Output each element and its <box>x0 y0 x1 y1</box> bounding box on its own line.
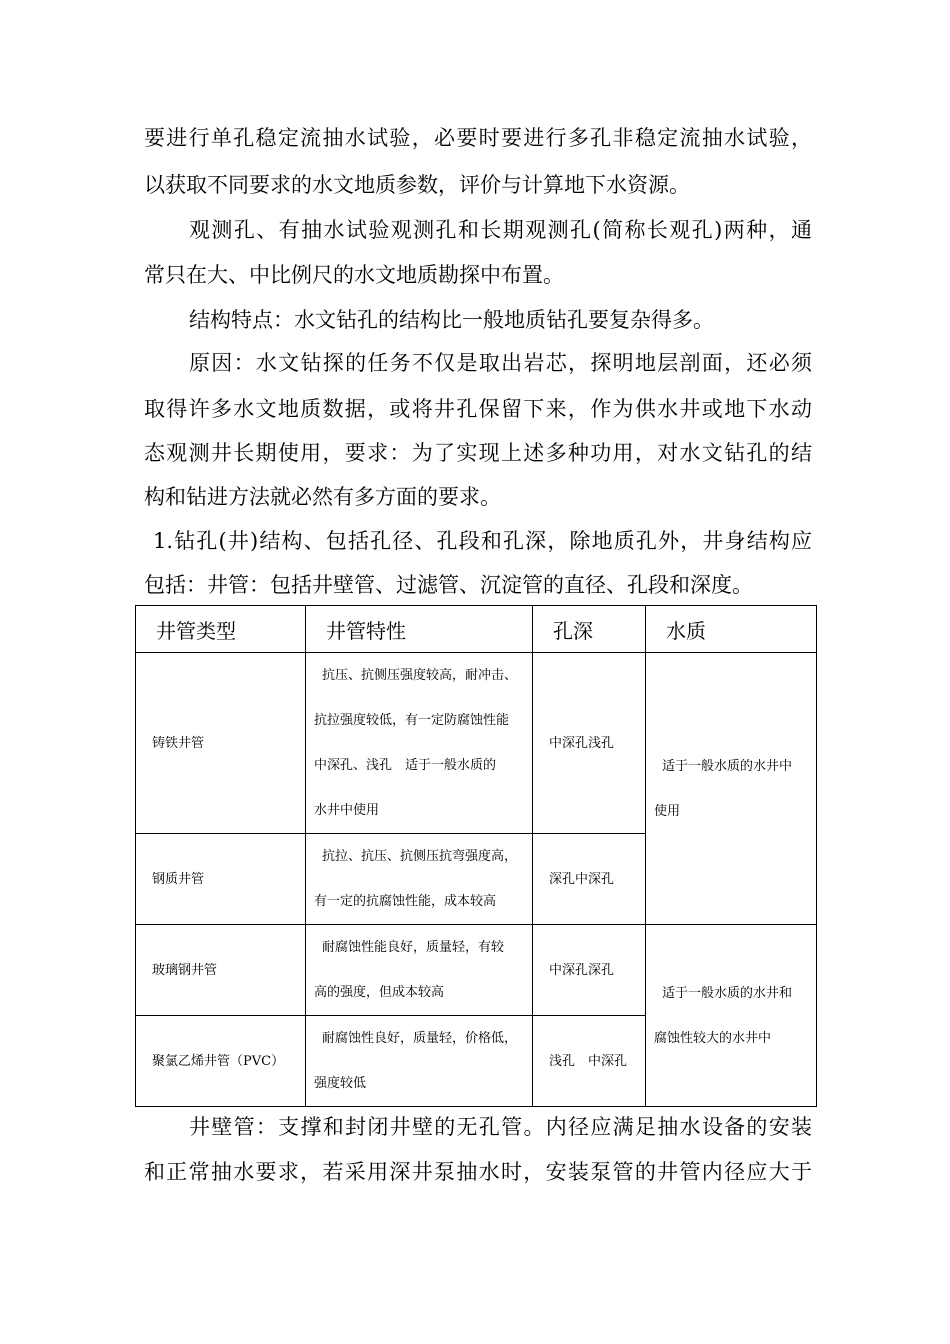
water-quality-cell <box>646 653 817 925</box>
feature-line: 抗压、抗侧压强度较高，耐冲击、 <box>322 668 518 683</box>
paragraph-line: 原因：水文钻探的任务不仅是取出岩芯，探明地层剖面，还必须 <box>189 351 812 375</box>
paragraph-line: 以获取不同要求的水文地质参数，评价与计算地下水资源。 <box>144 173 690 197</box>
water-line: 适于一般水质的水井中 <box>662 758 793 774</box>
pipe-type-cell: 聚氯乙烯井管（PVC） <box>136 1016 306 1107</box>
feature-line: 强度较低 <box>314 1076 367 1091</box>
header-depth: 孔深 <box>533 606 646 653</box>
paragraph-line: 结构特点：水文钻孔的结构比一般地质钻孔要复杂得多。 <box>189 308 714 332</box>
paragraph-line: 取得许多水文地质数据，或将井孔保留下来，作为供水井或地下水动 <box>144 397 812 421</box>
pipe-type-cell: 铸铁井管 <box>136 653 306 834</box>
depth-cell: 深孔中深孔 <box>533 834 646 925</box>
pipe-feature-cell <box>306 1016 533 1107</box>
paragraph-line: 态观测井长期使用，要求：为了实现上述多种功用，对水文钻孔的结 <box>144 441 812 465</box>
depth-cell: 中深孔浅孔 <box>533 653 646 834</box>
feature-line: 耐腐蚀性良好，质量轻，价格低， <box>322 1031 518 1046</box>
header-water-quality: 水质 <box>646 606 817 653</box>
table-row <box>136 925 817 1016</box>
header-pipe-type: 井管类型 <box>136 606 306 653</box>
paragraph-line: 构和钻进方法就必然有多方面的要求。 <box>144 485 501 509</box>
table-row <box>136 653 817 834</box>
paragraph-line: 井壁管：支撑和封闭井壁的无孔管。内径应满足抽水设备的安装 <box>189 1115 812 1139</box>
well-pipe-table <box>135 605 817 1107</box>
paragraph-line: 常只在大、中比例尺的水文地质勘探中布置。 <box>144 263 564 287</box>
paragraph-line: 和正常抽水要求，若采用深井泵抽水时，安装泵管的井管内径应大于 <box>144 1160 812 1184</box>
header-pipe-feature: 井管特性 <box>306 606 533 653</box>
water-quality-cell <box>646 925 817 1107</box>
feature-line: 抗拉强度较低，有一定防腐蚀性能 <box>314 713 510 728</box>
feature-line: 中深孔、浅孔 适于一般水质的 <box>314 758 497 773</box>
water-line: 使用 <box>654 803 681 819</box>
list-item-line: 1.钻孔(井)结构、包括孔径、孔段和孔深，除地质孔外，井身结构应 <box>153 529 812 553</box>
paragraph-line: 包括：井管：包括井壁管、过滤管、沉淀管的直径、孔段和深度。 <box>144 573 753 597</box>
feature-line: 耐腐蚀性能良好，质量轻，有较 <box>322 940 505 955</box>
water-line: 腐蚀性较大的水井中 <box>654 1030 772 1046</box>
depth-cell: 中深孔深孔 <box>533 925 646 1016</box>
paragraph-line: 观测孔、有抽水试验观测孔和长期观测孔(简称长观孔)两种，通 <box>189 218 812 242</box>
pipe-feature-cell <box>306 653 533 834</box>
pipe-feature-cell <box>306 834 533 925</box>
feature-line: 水井中使用 <box>314 803 380 818</box>
table-header-row <box>136 606 817 653</box>
pipe-feature-cell <box>306 925 533 1016</box>
feature-line: 有一定的抗腐蚀性能，成本较高 <box>314 894 497 909</box>
depth-cell: 浅孔 中深孔 <box>533 1016 646 1107</box>
pipe-type-cell: 钢质井管 <box>136 834 306 925</box>
water-line: 适于一般水质的水井和 <box>662 985 793 1001</box>
feature-line: 抗拉、抗压、抗侧压抗弯强度高， <box>322 849 518 864</box>
feature-line: 高的强度，但成本较高 <box>314 985 445 1000</box>
pipe-type-cell: 玻璃钢井管 <box>136 925 306 1016</box>
paragraph-line: 要进行单孔稳定流抽水试验，必要时要进行多孔非稳定流抽水试验， <box>144 126 812 150</box>
